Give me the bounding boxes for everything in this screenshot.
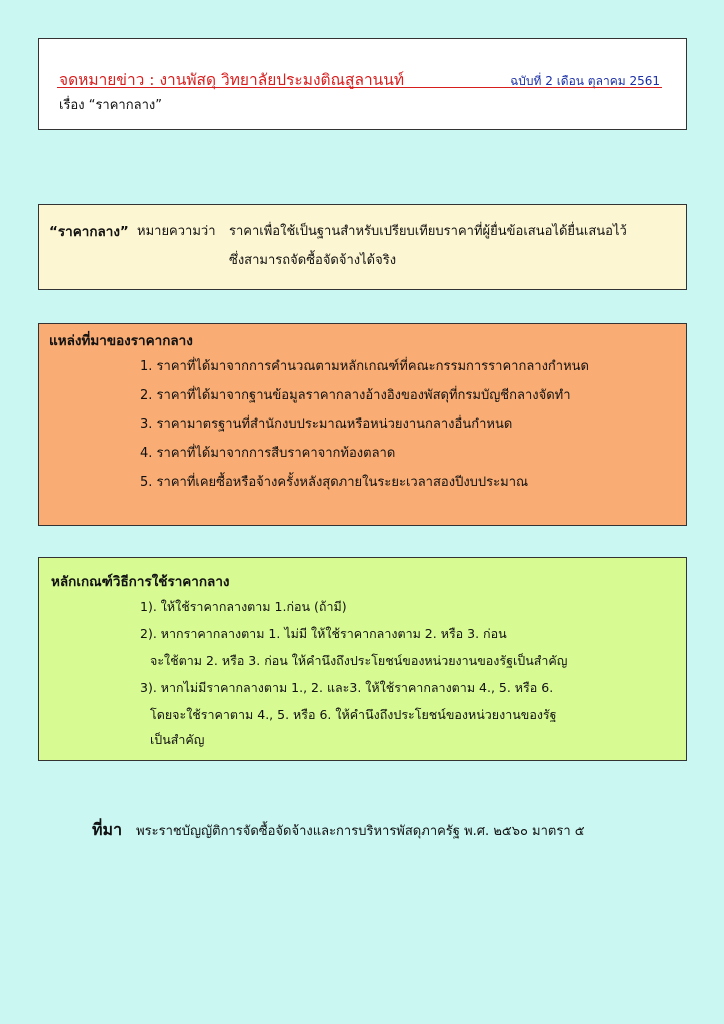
rule-line: โดยจะใช้ราคาตาม 4., 5. หรือ 6. ให้คำนึงถึงประโยชน์ของหน่วยงานของรัฐ xyxy=(150,707,557,722)
definition-lead: หมายความว่า xyxy=(137,224,216,239)
rule-line: 3). หากไม่มีราคากลางตาม 1., 2. และ3. ให้ใช้ราคากลางตาม 4., 5. หรือ 6. xyxy=(140,680,554,695)
rule-line: เป็นสำคัญ xyxy=(150,732,205,747)
issue-info: ฉบับที่ 2 เดือน ตุลาคม 2561 xyxy=(510,74,660,88)
reference-text: พระราชบัญญัติการจัดซื้อจัดจ้างและการบริหารพัสดุภาครัฐ พ.ศ. ๒๕๖๐ มาตรา ๕ xyxy=(136,824,585,839)
definition-box xyxy=(38,204,687,290)
source-item: 4. ราคาที่ได้มาจากการสืบราคาจากท้องตลาด xyxy=(140,446,396,461)
newsletter-subject: เรื่อง “ราคากลาง” xyxy=(59,98,162,113)
header-line xyxy=(59,67,660,92)
rule-line: 1). ให้ใช้ราคากลางตาม 1.ก่อน (ถ้ามี) xyxy=(140,599,347,614)
definition-text-line-1: ราคาเพื่อใช้เป็นฐานสำหรับเปรียบเทียบราคาที่ผู้ยื่นข้อเสนอได้ยื่นเสนอไว้ xyxy=(229,224,627,239)
sources-heading: แหล่งที่มาของราคากลาง xyxy=(49,333,193,349)
reference-label: ที่มา xyxy=(92,820,123,839)
rules-heading: หลักเกณฑ์วิธีการใช้ราคากลาง xyxy=(51,574,230,590)
source-item: 1. ราคาที่ได้มาจากการคำนวณตามหลักเกณฑ์ที่คณะกรรมการราคากลางกำหนด xyxy=(140,359,590,374)
definition-term: “ราคากลาง” xyxy=(49,224,129,240)
source-item: 3. ราคามาตรฐานที่สำนักงบประมาณหรือหน่วยงานกลางอื่นกำหนด xyxy=(140,417,513,432)
sources-list xyxy=(140,352,589,497)
header-divider xyxy=(57,87,662,88)
source-item: 2. ราคาที่ได้มาจากฐานข้อมูลราคากลางอ้างอิงของพัสดุที่กรมบัญชีกลางจัดทำ xyxy=(140,388,571,403)
rule-line: 2). หากราคากลางตาม 1. ไม่มี ให้ใช้ราคากลางตาม 2. หรือ 3. ก่อน xyxy=(140,626,507,641)
newsletter-title: จดหมายข่าว : งานพัสดุ วิทยาลัยประมงติณสูลานนท์ xyxy=(59,71,405,89)
rules-box xyxy=(38,557,687,761)
rule-line: จะใช้ตาม 2. หรือ 3. ก่อน ให้คำนึงถึงประโยชน์ของหน่วยงานของรัฐเป็นสำคัญ xyxy=(150,653,568,668)
reference xyxy=(92,818,585,843)
source-item: 5. ราคาที่เคยซื้อหรือจ้างครั้งหลังสุดภายในระยะเวลาสองปีงบประมาณ xyxy=(140,475,529,490)
sources-box xyxy=(38,323,687,526)
newsletter-header xyxy=(38,38,687,130)
definition-text-line-2: ซึ่งสามารถจัดซื้อจัดจ้างได้จริง xyxy=(229,253,397,268)
